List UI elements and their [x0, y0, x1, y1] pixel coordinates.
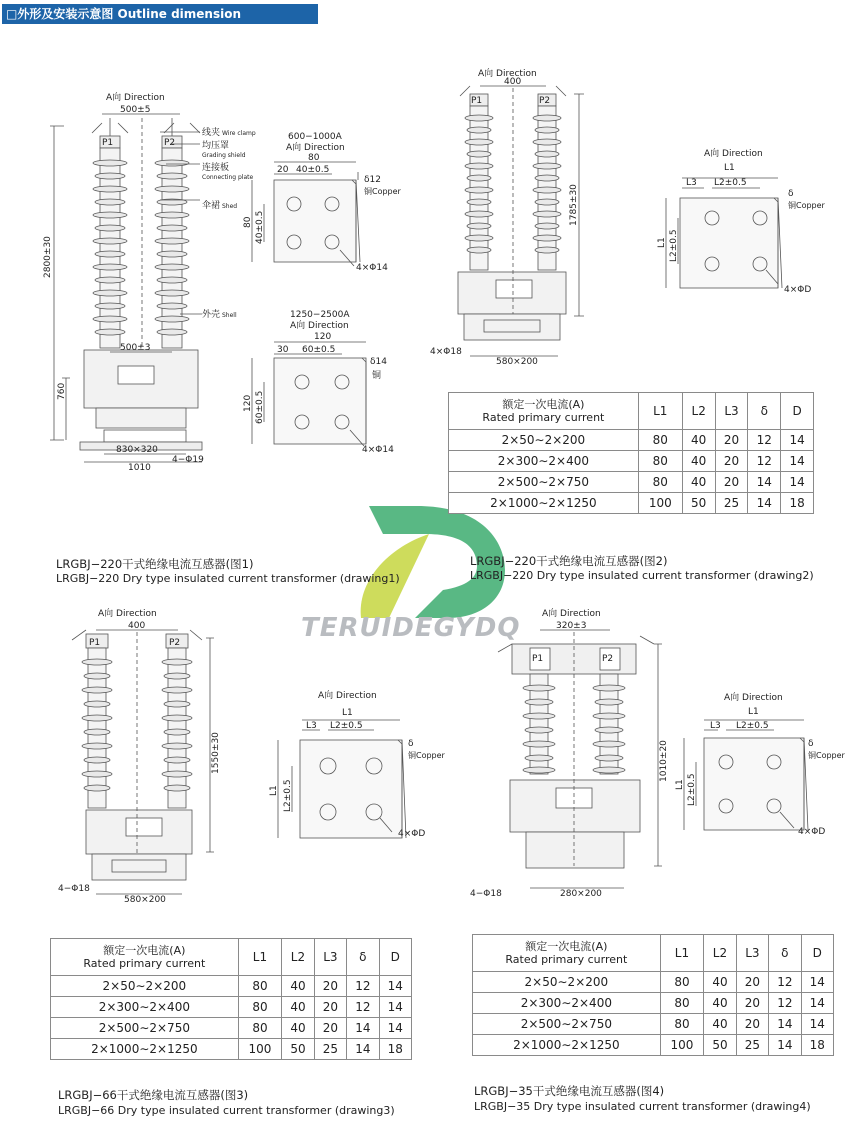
cell: 80	[238, 976, 282, 997]
d1a-mat: 铜Copper	[364, 187, 401, 196]
cell: 2×300∼2×400	[473, 993, 661, 1014]
d3-top: 400	[128, 621, 146, 631]
cell: 50	[682, 493, 715, 514]
table-header-row	[473, 935, 834, 972]
cell: 80	[238, 1018, 282, 1039]
cell: 2×500∼2×750	[449, 472, 639, 493]
d2d-mat: 铜Copper	[788, 201, 825, 210]
cell: 2×50∼2×200	[51, 976, 239, 997]
cell: 12	[748, 430, 781, 451]
d2d-v1: L1	[657, 237, 667, 248]
table-row	[51, 976, 412, 997]
d1b-mat: 铜	[372, 371, 382, 381]
cell: 2×500∼2×750	[473, 1014, 661, 1035]
drawing2-outline	[424, 66, 594, 366]
cell: 50	[282, 1039, 314, 1060]
cell: 14	[347, 1018, 379, 1039]
table-row	[449, 451, 814, 472]
col-l2: L2	[682, 393, 715, 430]
table-row	[449, 493, 814, 514]
cell: 100	[238, 1039, 282, 1060]
col-d: D	[781, 393, 814, 430]
drawing4-detail	[668, 690, 852, 840]
d1b-holes: 4×Φ14	[362, 445, 394, 455]
header-en: Rated primary current	[83, 957, 206, 970]
d1b-dir: A向 Direction	[290, 321, 349, 331]
d1-base-total: 1010	[128, 463, 151, 473]
cell: 14	[801, 993, 833, 1014]
drawing2-detail	[652, 146, 842, 296]
d2d-holes: 4×ΦD	[784, 285, 812, 295]
cell: 80	[638, 472, 682, 493]
d2-holes: 4×Φ18	[430, 347, 462, 357]
cell: 14	[769, 1035, 801, 1056]
table-row	[51, 997, 412, 1018]
drawing3-outline	[52, 604, 232, 906]
d1a-delta: δ12	[364, 175, 381, 185]
cell: 18	[379, 1039, 411, 1060]
d4d-mat: 铜Copper	[808, 751, 845, 760]
cell: 14	[379, 997, 411, 1018]
drawing1-detail-a	[232, 128, 412, 278]
table-row	[51, 1039, 412, 1060]
d1a-range: 600−1000A	[288, 132, 342, 142]
cell: 18	[801, 1035, 833, 1056]
spec-table-4	[472, 934, 834, 1056]
cell: 20	[736, 972, 768, 993]
d3d-l3: L3	[306, 721, 317, 731]
cell: 14	[748, 493, 781, 514]
cell: 80	[638, 451, 682, 472]
cell: 12	[748, 451, 781, 472]
d1a-l3: 20	[277, 165, 289, 175]
d2-base: 580×200	[496, 357, 538, 366]
cell: 2×50∼2×200	[473, 972, 661, 993]
table-row	[449, 430, 814, 451]
cell: 14	[801, 1014, 833, 1035]
d1-dir: A向 Direction	[106, 93, 165, 103]
cell: 2×1000∼2×1250	[51, 1039, 239, 1060]
d4d-v2: L2±0.5	[687, 773, 697, 806]
d4d-l2: L2±0.5	[736, 721, 769, 731]
d3d-holes: 4×ΦD	[398, 829, 426, 839]
cell: 2×1000∼2×1250	[473, 1035, 661, 1056]
d1b-l3: 30	[277, 345, 289, 355]
drawing4-caption-cn: LRGBJ−35干式绝缘电流互感器(图4)	[474, 1084, 665, 1098]
d1b-range: 1250−2500A	[290, 310, 350, 320]
cell: 40	[682, 430, 715, 451]
d4-base: 280×200	[560, 889, 602, 899]
col-l1: L1	[238, 939, 282, 976]
cell: 80	[638, 430, 682, 451]
drawing4-outline	[464, 604, 674, 904]
col-l1: L1	[660, 935, 704, 972]
table-row	[51, 1018, 412, 1039]
spec-table-3	[50, 938, 412, 1060]
cell: 14	[781, 472, 814, 493]
table-header-row	[449, 393, 814, 430]
d1-height: 2800±30	[43, 236, 53, 278]
cell: 100	[660, 1035, 704, 1056]
col-l3: L3	[736, 935, 768, 972]
cell: 100	[638, 493, 682, 514]
col-delta: δ	[347, 939, 379, 976]
col-l3: L3	[314, 939, 346, 976]
d1a-dir: A向 Direction	[286, 143, 345, 153]
d4d-l1: L1	[748, 707, 759, 717]
d1-shell-en: Shell	[222, 312, 237, 319]
cell: 80	[660, 1014, 704, 1035]
d2d-delta: δ	[788, 189, 794, 199]
cell: 12	[769, 993, 801, 1014]
d1-bottom: 500±3	[120, 343, 151, 353]
d3d-l1: L1	[342, 708, 353, 718]
col-rated-current	[51, 939, 239, 976]
cell: 20	[736, 993, 768, 1014]
d2d-v2: L2±0.5	[669, 229, 679, 262]
d1-grading-en: Grading shield	[202, 152, 246, 159]
d3-base: 580×200	[124, 895, 166, 905]
drawing1-caption-en: LRGBJ−220 Dry type insulated current transformer (drawing1)	[56, 572, 400, 585]
d1-shed-cn: 伞裙	[202, 201, 221, 211]
d4-top: 320±3	[556, 621, 587, 631]
drawing2-caption-cn: LRGBJ−220干式绝缘电流互感器(图2)	[470, 554, 668, 568]
cell: 40	[282, 1018, 314, 1039]
cell: 50	[704, 1035, 736, 1056]
cell: 25	[715, 493, 748, 514]
cell: 2×500∼2×750	[51, 1018, 239, 1039]
spec-table-2	[448, 392, 814, 514]
cell: 20	[715, 472, 748, 493]
col-rated-current	[473, 935, 661, 972]
d1-base: 830×320	[116, 445, 158, 455]
drawing1-detail-b	[232, 306, 412, 456]
cell: 14	[781, 451, 814, 472]
d1-shell-cn: 外壳	[202, 310, 221, 320]
d1-plate-cn: 连接板	[202, 163, 230, 173]
cell: 40	[282, 976, 314, 997]
d3d-v1: L1	[269, 785, 279, 796]
d4d-holes: 4×ΦD	[798, 827, 826, 837]
cell: 12	[769, 972, 801, 993]
d1-top: 500±5	[120, 105, 151, 115]
table-row	[449, 472, 814, 493]
cell: 40	[704, 993, 736, 1014]
cell: 25	[314, 1039, 346, 1060]
cell: 80	[660, 972, 704, 993]
drawing1-caption-cn: LRGBJ−220干式绝缘电流互感器(图1)	[56, 557, 254, 571]
cell: 14	[781, 430, 814, 451]
cell: 20	[715, 451, 748, 472]
table-row	[473, 972, 834, 993]
d1-lower: 760	[57, 382, 67, 400]
d2d-dir: A向 Direction	[704, 149, 763, 159]
header-en: Rated primary current	[482, 411, 605, 424]
cell: 40	[282, 997, 314, 1018]
cell: 2×50∼2×200	[449, 430, 639, 451]
d4d-dir: A向 Direction	[724, 693, 783, 703]
table-row	[473, 993, 834, 1014]
watermark-text: TERUIDEGYDQ	[301, 613, 521, 643]
d1a-h: 80	[243, 216, 253, 228]
col-delta: δ	[769, 935, 801, 972]
d3d-mat: 铜Copper	[408, 751, 445, 760]
d1b-w: 120	[314, 332, 332, 342]
cell: 40	[682, 451, 715, 472]
d1b-delta: δ14	[370, 357, 387, 367]
d1b-hv: 60±0.5	[255, 390, 265, 424]
d4-height: 1010±20	[659, 740, 669, 782]
cell: 2×300∼2×400	[51, 997, 239, 1018]
d1-wire-clamp-cn: 线夹	[202, 128, 221, 138]
d3-height: 1550±30	[211, 732, 221, 774]
d3-holes: 4−Φ18	[58, 884, 90, 894]
cell: 40	[682, 472, 715, 493]
d2-p1: P1	[471, 96, 483, 106]
col-d: D	[379, 939, 411, 976]
d2d-l2: L2±0.5	[714, 178, 747, 188]
page-title: □外形及安装示意图 Outline dimension	[6, 7, 242, 21]
cell: 12	[347, 997, 379, 1018]
cell: 40	[704, 1014, 736, 1035]
header-cn: 额定一次电流(A)	[502, 398, 585, 411]
cell: 18	[781, 493, 814, 514]
d3-p2: P2	[169, 638, 181, 648]
cell: 20	[314, 1018, 346, 1039]
cell: 14	[769, 1014, 801, 1035]
d1-plate-en: Connecting plate	[202, 174, 254, 181]
cell: 80	[238, 997, 282, 1018]
cell: 14	[748, 472, 781, 493]
d2d-l3: L3	[686, 178, 697, 188]
d4d-l3: L3	[710, 721, 721, 731]
d1a-hv: 40±0.5	[255, 210, 265, 244]
d4-holes: 4−Φ18	[470, 889, 502, 899]
cell: 20	[314, 997, 346, 1018]
d4-dir: A向 Direction	[542, 609, 601, 619]
cell: 20	[715, 430, 748, 451]
cell: 14	[801, 972, 833, 993]
drawing4-caption-en: LRGBJ−35 Dry type insulated current transformer (drawing4)	[474, 1100, 811, 1113]
col-l1: L1	[638, 393, 682, 430]
d2-dir: A向 Direction	[478, 69, 537, 79]
drawing2-caption-en: LRGBJ−220 Dry type insulated current transformer (drawing2)	[470, 569, 814, 582]
cell: 80	[660, 993, 704, 1014]
cell: 12	[347, 976, 379, 997]
cell: 20	[736, 1014, 768, 1035]
d3-dir: A向 Direction	[98, 609, 157, 619]
cell: 40	[704, 972, 736, 993]
section-header	[0, 0, 860, 26]
table-row	[473, 1035, 834, 1056]
d2-p2: P2	[539, 96, 551, 106]
d1a-l2: 40±0.5	[296, 165, 330, 175]
cell: 25	[736, 1035, 768, 1056]
d3d-l2: L2±0.5	[330, 721, 363, 731]
col-l3: L3	[715, 393, 748, 430]
d3-p1: P1	[89, 638, 101, 648]
d1-grading-cn: 均压罩	[202, 141, 230, 151]
d1b-h: 120	[243, 394, 253, 412]
d2-height: 1785±30	[569, 184, 579, 226]
table-row	[473, 1014, 834, 1035]
header-cn: 额定一次电流(A)	[103, 944, 186, 957]
col-d: D	[801, 935, 833, 972]
cell: 2×1000∼2×1250	[449, 493, 639, 514]
d1-p2: P2	[164, 138, 176, 148]
cell: 14	[347, 1039, 379, 1060]
col-rated-current	[449, 393, 639, 430]
header-cn: 额定一次电流(A)	[525, 940, 608, 953]
d4d-delta: δ	[808, 739, 814, 749]
drawing3-caption-cn: LRGBJ−66干式绝缘电流互感器(图3)	[58, 1088, 249, 1102]
cell: 20	[314, 976, 346, 997]
d1-p1: P1	[102, 138, 114, 148]
d1-shed-en: Shed	[222, 203, 238, 210]
drawing3-detail	[262, 688, 452, 848]
d3d-dir: A向 Direction	[318, 691, 377, 701]
col-l2: L2	[704, 935, 736, 972]
d1a-w: 80	[308, 153, 320, 163]
drawing3-caption-en: LRGBJ−66 Dry type insulated current transformer (drawing3)	[58, 1104, 395, 1117]
d1-wire-clamp-en: Wire clamp	[222, 130, 256, 137]
table-header-row	[51, 939, 412, 976]
col-l2: L2	[282, 939, 314, 976]
d4-p2: P2	[602, 654, 614, 664]
d1b-l2: 60±0.5	[302, 345, 336, 355]
d2d-l1: L1	[724, 163, 735, 173]
col-delta: δ	[748, 393, 781, 430]
d4-p1: P1	[532, 654, 544, 664]
header-en: Rated primary current	[505, 953, 628, 966]
cell: 14	[379, 976, 411, 997]
d1-holes: 4−Φ19	[172, 455, 204, 465]
cell: 2×300∼2×400	[449, 451, 639, 472]
d4d-v1: L1	[675, 779, 685, 790]
d3d-delta: δ	[408, 739, 414, 749]
d3d-v2: L2±0.5	[283, 779, 293, 812]
d1a-holes: 4×Φ14	[356, 263, 388, 273]
d2-top: 400	[504, 77, 522, 87]
cell: 14	[379, 1018, 411, 1039]
